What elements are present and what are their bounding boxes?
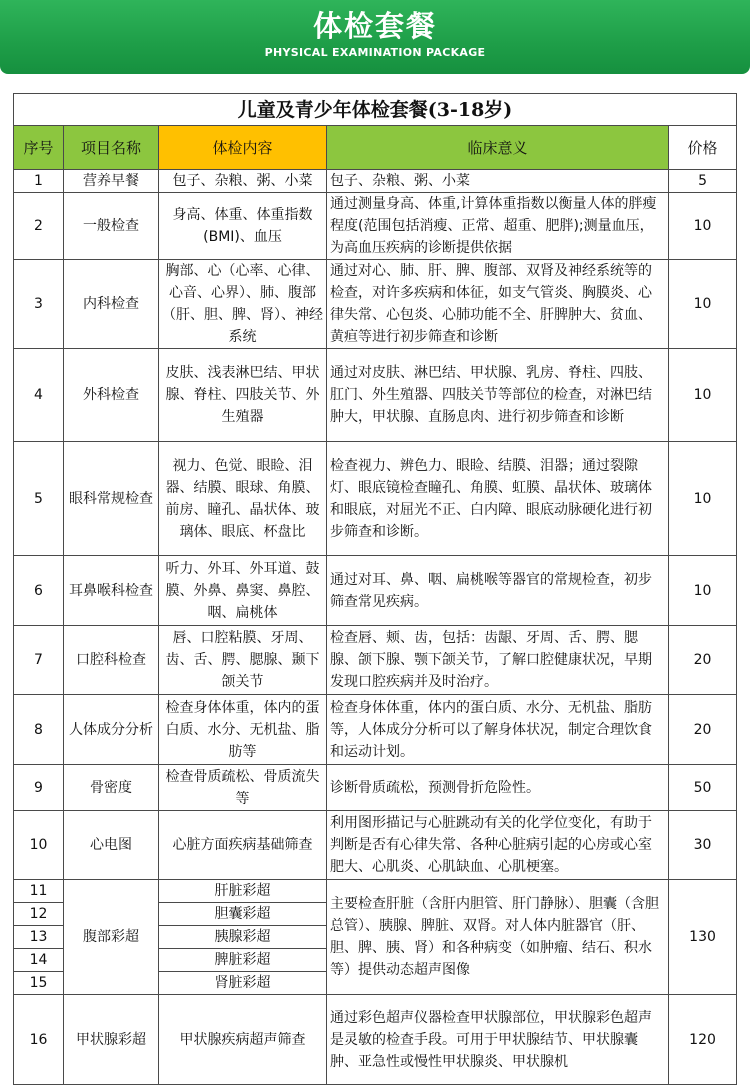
row-name: 耳鼻喉科检查 <box>64 556 159 626</box>
row-content: 胆囊彩超 <box>159 903 327 926</box>
row-content: 身高、体重、体重指数(BMI)、血压 <box>159 193 327 260</box>
row-price: 10 <box>669 260 737 349</box>
row-content: 检查骨质疏松、骨质流失等 <box>159 765 327 811</box>
row-meaning: 诊断骨质疏松，预测骨折危险性。 <box>327 765 669 811</box>
package-table <box>13 93 737 1085</box>
row-name: 腹部彩超 <box>64 880 159 995</box>
row-name: 内科检查 <box>64 260 159 349</box>
row-content: 肝脏彩超 <box>159 880 327 903</box>
table-row <box>14 442 737 556</box>
row-price: 30 <box>669 811 737 880</box>
row-meaning: 通过对耳、鼻、咽、扁桃喉等器官的常规检查，初步筛查常见疾病。 <box>327 556 669 626</box>
row-no: 15 <box>14 972 64 995</box>
row-no: 9 <box>14 765 64 811</box>
row-content: 听力、外耳、外耳道、鼓膜、外鼻、鼻窦、鼻腔、咽、扁桃体 <box>159 556 327 626</box>
row-content: 肾脏彩超 <box>159 972 327 995</box>
row-no: 4 <box>14 349 64 442</box>
row-name: 甲状腺彩超 <box>64 995 159 1085</box>
table-row <box>14 260 737 349</box>
row-content: 检查身体体重，体内的蛋白质、水分、无机盐、脂肪等 <box>159 695 327 765</box>
table-title: 儿童及青少年体检套餐(3-18岁) <box>14 94 737 126</box>
row-content: 唇、口腔粘膜、牙周、齿、舌、腭、腮腺、颞下颌关节 <box>159 626 327 695</box>
row-content: 皮肤、浅表淋巴结、甲状腺、脊柱、四肢关节、外生殖器 <box>159 349 327 442</box>
row-content: 胰腺彩超 <box>159 926 327 949</box>
row-no: 5 <box>14 442 64 556</box>
header-banner <box>0 0 750 74</box>
banner-subtitle: PHYSICAL EXAMINATION PACKAGE <box>264 46 486 59</box>
table-row <box>14 349 737 442</box>
table-title-row <box>14 94 737 126</box>
row-name: 一般检查 <box>64 193 159 260</box>
row-price: 20 <box>669 695 737 765</box>
row-content: 脾脏彩超 <box>159 949 327 972</box>
row-meaning: 检查唇、颊、齿，包括：齿龈、牙周、舌、腭、腮腺、颌下腺、颚下颌关节，了解口腔健康状况，早期发现口腔疾病并及时治疗。 <box>327 626 669 695</box>
row-content: 包子、杂粮、粥、小菜 <box>159 170 327 193</box>
row-meaning: 包子、杂粮、粥、小菜 <box>327 170 669 193</box>
row-price: 130 <box>669 880 737 995</box>
table-row <box>14 626 737 695</box>
row-name: 外科检查 <box>64 349 159 442</box>
row-meaning: 检查身体体重，体内的蛋白质、水分、无机盐、脂肪等，人体成分分析可以了解身体状况，制定合理饮食和运动计划。 <box>327 695 669 765</box>
table-row <box>14 880 737 903</box>
row-no: 2 <box>14 193 64 260</box>
row-no: 11 <box>14 880 64 903</box>
row-meaning: 通过对心、肺、肝、脾、腹部、双肾及神经系统等的检查，对许多疾病和体征，如支气管炎、胸膜炎、心律失常、心包炎、心肺功能不全、肝脾肿大、贫血、黄疸等进行初步筛查和诊断 <box>327 260 669 349</box>
row-content: 胸部、心（心率、心律、心音、心界）、肺、腹部（肝、胆、脾、肾）、神经系统 <box>159 260 327 349</box>
row-meaning: 检查视力、辨色力、眼睑、结膜、泪器；通过裂隙灯、眼底镜检查瞳孔、角膜、虹膜、晶状体、玻璃体和眼底，对屈光不正、白内障、眼底动脉硬化进行初步筛查和诊断。 <box>327 442 669 556</box>
table-header-row <box>14 126 737 170</box>
row-price: 20 <box>669 626 737 695</box>
row-price: 120 <box>669 995 737 1085</box>
row-meaning: 通过测量身高、体重,计算体重指数以衡量人体的胖瘦程度(范围包括消瘦、正常、超重、肥胖);测量血压，为高血压疾病的诊断提供依据 <box>327 193 669 260</box>
row-no: 8 <box>14 695 64 765</box>
row-name: 口腔科检查 <box>64 626 159 695</box>
row-name: 营养早餐 <box>64 170 159 193</box>
row-content: 视力、色觉、眼睑、泪器、结膜、眼球、角膜、前房、瞳孔、晶状体、玻璃体、眼底、杯盘比 <box>159 442 327 556</box>
row-meaning: 通过彩色超声仪器检查甲状腺部位，甲状腺彩色超声是灵敏的检查手段。可用于甲状腺结节、甲状腺囊肿、亚急性或慢性甲状腺炎、甲状腺机 <box>327 995 669 1085</box>
row-price: 10 <box>669 442 737 556</box>
row-meaning: 主要检查肝脏（含肝内胆管、肝门静脉）、胆囊（含胆总管）、胰腺、脾脏、双肾。对人体内脏器官（肝、胆、脾、胰、肾）和各种病变（如肿瘤、结石、积水等）提供动态超声图像 <box>327 880 669 995</box>
row-price: 5 <box>669 170 737 193</box>
row-meaning: 通过对皮肤、淋巴结、甲状腺、乳房、脊柱、四肢、肛门、外生殖器、四肢关节等部位的检查，对淋巴结肿大，甲状腺、直肠息肉、进行初步筛查和诊断 <box>327 349 669 442</box>
row-no: 7 <box>14 626 64 695</box>
row-no: 1 <box>14 170 64 193</box>
col-header-name: 项目名称 <box>64 126 159 170</box>
row-name: 骨密度 <box>64 765 159 811</box>
table-row <box>14 193 737 260</box>
row-meaning: 利用图形描记与心脏跳动有关的化学位变化，有助于判断是否有心律失常、各种心脏病引起的心房或心室肥大、心肌炎、心肌缺血、心肌梗塞。 <box>327 811 669 880</box>
row-no: 12 <box>14 903 64 926</box>
table-row <box>14 556 737 626</box>
row-content: 甲状腺疾病超声筛查 <box>159 995 327 1085</box>
row-price: 10 <box>669 349 737 442</box>
row-price: 50 <box>669 765 737 811</box>
banner-title: 体检套餐 <box>312 9 437 43</box>
table-row <box>14 811 737 880</box>
col-header-price: 价格 <box>669 126 737 170</box>
row-no: 14 <box>14 949 64 972</box>
row-name: 眼科常规检查 <box>64 442 159 556</box>
table-row <box>14 995 737 1085</box>
row-no: 6 <box>14 556 64 626</box>
row-price: 10 <box>669 193 737 260</box>
table-row <box>14 170 737 193</box>
table-row <box>14 695 737 765</box>
col-header-content: 体检内容 <box>159 126 327 170</box>
row-price: 10 <box>669 556 737 626</box>
row-no: 3 <box>14 260 64 349</box>
row-no: 16 <box>14 995 64 1085</box>
row-name: 人体成分分析 <box>64 695 159 765</box>
row-content: 心脏方面疾病基础筛查 <box>159 811 327 880</box>
col-header-no: 序号 <box>14 126 64 170</box>
col-header-meaning: 临床意义 <box>327 126 669 170</box>
row-name: 心电图 <box>64 811 159 880</box>
table-row <box>14 765 737 811</box>
row-no: 13 <box>14 926 64 949</box>
row-no: 10 <box>14 811 64 880</box>
